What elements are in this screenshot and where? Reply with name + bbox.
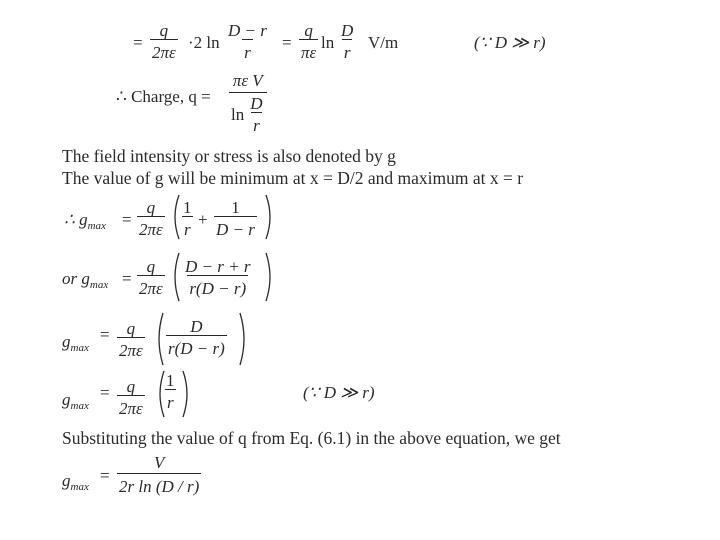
fraction-v-over-2r-ln: [117, 454, 201, 495]
paragraph-substitution: Substituting the value of q from Eq. (6.1) in the above equation, we get: [62, 428, 561, 448]
ln-text: ln: [321, 33, 335, 52]
fraction-q-over-2pi-eps: [137, 199, 165, 238]
right-paren: [264, 252, 274, 302]
fraction-d-minus-r-over-r: [226, 22, 269, 61]
fraction-denominator: r: [342, 39, 353, 61]
fraction-denominator: r: [182, 216, 193, 238]
fraction-numerator: D: [190, 317, 203, 336]
condition-text: (∵ D ≫ r): [474, 33, 546, 52]
fraction-numerator: D − r + r: [185, 257, 251, 276]
fraction-numerator: q: [159, 21, 169, 40]
gmax-lhs: $g_{max}$: [62, 390, 89, 412]
fraction-denominator: [229, 92, 267, 134]
fraction-q-over-2pi-eps: [117, 378, 145, 417]
fraction-numerator: q: [126, 319, 136, 338]
gmax-lhs: ∴ $g_{max}$: [64, 210, 106, 232]
gmax-lhs: $g_{max}$: [62, 332, 89, 354]
fraction-denominator: 2πε: [117, 395, 145, 417]
paragraph-field-intensity: The field intensity or stress is also denoted by g: [62, 146, 396, 166]
fraction-denominator: 2πε: [137, 275, 165, 297]
fraction-inner: [183, 258, 252, 297]
fraction-denominator: r: [242, 39, 253, 61]
fraction-denominator: r: [251, 112, 262, 134]
fraction-denominator: r(D − r): [166, 335, 227, 357]
fraction-denominator: 2πε: [150, 39, 178, 61]
fraction-numerator: V: [153, 453, 165, 472]
fraction-numerator: D − r: [228, 21, 267, 40]
right-paren: [181, 370, 191, 418]
fraction-numerator: 1: [231, 198, 240, 217]
equals-sign: =: [122, 210, 132, 229]
fraction-denominator: πε: [299, 39, 318, 61]
fraction-numerator: D: [250, 94, 263, 113]
fraction-numerator: q: [146, 257, 156, 276]
fraction-q-over-2pi-eps: [117, 320, 145, 359]
fraction-charge: [229, 72, 267, 134]
fraction-numerator: q: [304, 21, 313, 40]
fraction-one-over-r: [164, 372, 177, 411]
equals-sign: =: [282, 33, 292, 52]
fraction-numerator: 1: [166, 371, 175, 390]
equals-sign: =: [100, 325, 110, 344]
fraction-q-over-2pi-eps: [150, 22, 178, 61]
left-paren: [171, 252, 181, 302]
fraction-d-over-r: [339, 22, 355, 61]
fraction-numerator: q: [146, 198, 156, 217]
fraction-q-over-2pi-eps: [137, 258, 165, 297]
fraction-denominator: 2πε: [137, 216, 165, 238]
equals-sign: =: [100, 383, 110, 402]
fraction-one-over-r: [181, 199, 194, 238]
charge-label: ∴ Charge, q =: [116, 87, 211, 106]
fraction-denominator: 2r ln (D / r): [117, 473, 201, 495]
fraction-denominator: r: [165, 389, 176, 411]
fraction-numerator: πε V: [232, 71, 263, 90]
right-paren: [264, 194, 274, 240]
equals-sign: =: [133, 33, 143, 52]
fraction-denominator: 2πε: [117, 337, 145, 359]
right-paren: [238, 312, 248, 366]
unit-text: V/m: [368, 33, 399, 52]
plus-sign: +: [198, 210, 208, 229]
equals-sign: =: [122, 269, 132, 288]
equals-sign: =: [100, 466, 110, 485]
fraction-q-over-pi-eps: [299, 22, 318, 61]
fraction-one-over-d-minus-r: [214, 199, 257, 238]
fraction-d-over-r: [248, 95, 264, 134]
fraction-numerator: q: [126, 377, 136, 396]
left-paren: [155, 312, 165, 366]
paragraph-min-max: The value of g will be minimum at x = D/2 and maximum at x = r: [62, 168, 524, 188]
fraction-numerator: 1: [183, 198, 192, 217]
fraction-denominator: r(D − r): [187, 275, 248, 297]
two-ln-text: ·2 ln: [188, 33, 220, 52]
ln-text: ln: [231, 105, 245, 124]
gmax-lhs: or $g_{max}$: [62, 269, 109, 291]
fraction-numerator: D: [341, 21, 354, 40]
condition-text: (∵ D ≫ r): [303, 383, 375, 402]
left-paren: [171, 194, 181, 240]
fraction-inner: [166, 318, 227, 357]
gmax-lhs: $g_{max}$: [62, 471, 89, 493]
fraction-denominator: D − r: [214, 216, 257, 238]
